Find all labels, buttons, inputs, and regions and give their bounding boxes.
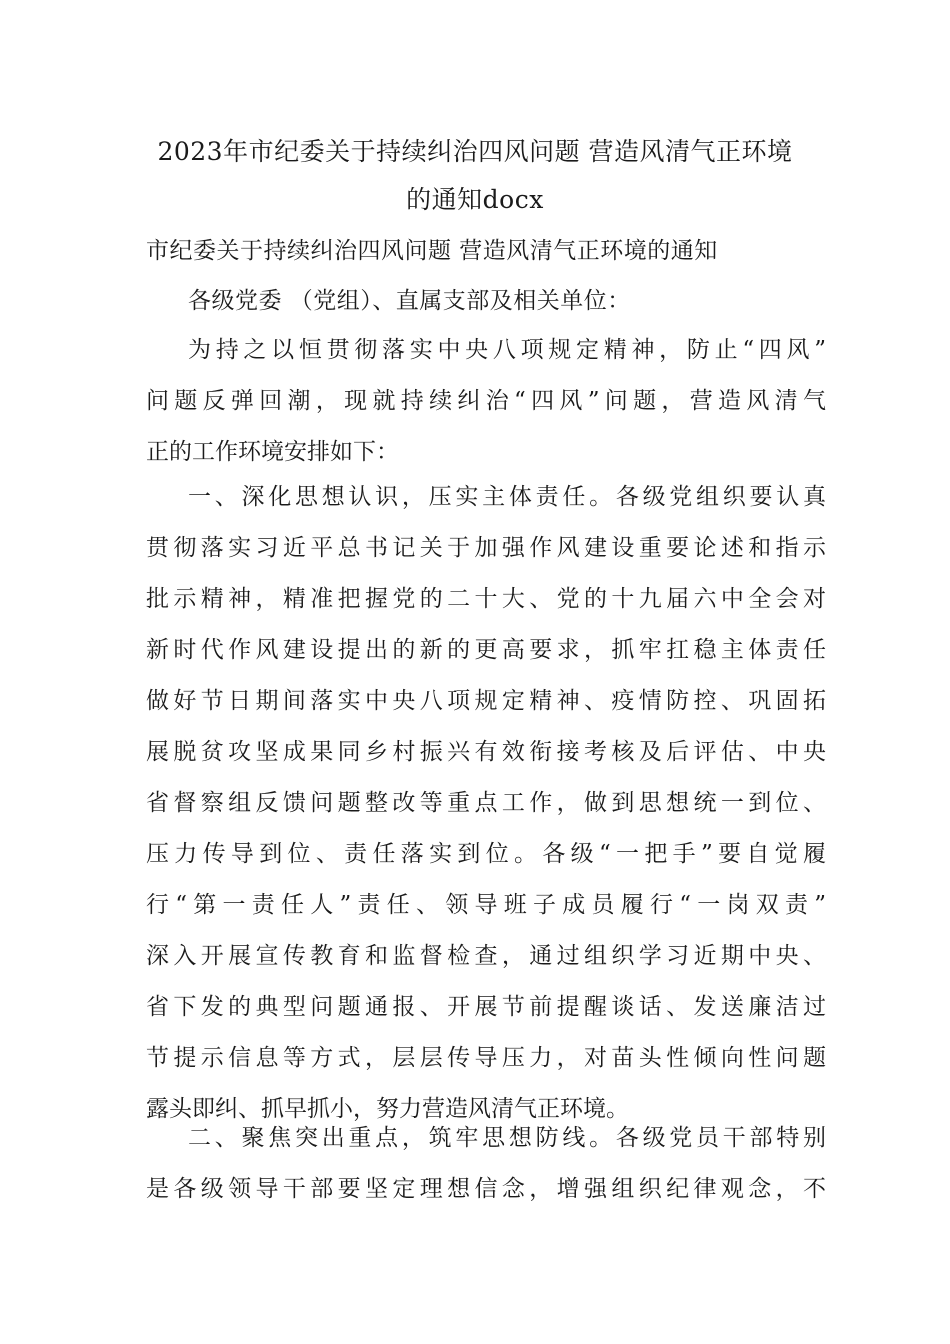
paragraph-line: 二、聚焦突出重点，筑牢思想防线。各级党员干部特别 <box>188 1125 826 1151</box>
paragraph-line: 深入开展宣传教育和监督检查，通过组织学习近期中央、 <box>146 943 826 969</box>
paragraph-line: 批示精神，精准把握党的二十大、党的十九届六中全会对 <box>146 586 826 612</box>
document-title-line-1: 2023年市纪委关于持续纠治四风问题 营造风清气正环境 <box>157 137 793 166</box>
paragraph-line: 省下发的典型问题通报、开展节前提醒谈话、发送廉洁过 <box>146 994 826 1020</box>
paragraph-line: 贯彻落实习近平总书记关于加强作风建设重要论述和指示 <box>146 535 826 561</box>
document-title <box>120 128 830 224</box>
paragraph-line: 是各级领导干部要坚定理想信念，增强组织纪律观念，不 <box>146 1176 826 1202</box>
paragraph-line: 做好节日期间落实中央八项规定精神、疫情防控、巩固拓 <box>146 688 826 714</box>
paragraph-line: 省督察组反馈问题整改等重点工作，做到思想统一到位、 <box>146 790 826 816</box>
paragraph-line: 问题反弹回潮，现就持续纠治“四风”问题，营造风清气 <box>146 388 826 414</box>
paragraph-intro <box>146 325 826 478</box>
paragraph-line: 为持之以恒贯彻落实中央八项规定精神，防止“四风” <box>188 337 826 363</box>
paragraph-line: 正的工作环境安排如下： <box>146 439 399 465</box>
paragraph-line: 露头即纠、抓早抓小，努力营造风清气正环境。 <box>146 1096 629 1122</box>
document-title-line-2: 的通知docx <box>406 185 544 214</box>
paragraph-section-two <box>146 1113 826 1215</box>
paragraph-line: 压力传导到位、责任落实到位。各级“一把手”要自觉履 <box>146 841 826 867</box>
paragraph-line: 新时代作风建设提出的新的更高要求，抓牢扛稳主体责任 <box>146 637 826 663</box>
paragraph-line: 节提示信息等方式，层层传导压力，对苗头性倾向性问题 <box>146 1045 826 1071</box>
paragraph-section-one <box>146 472 826 1135</box>
notice-heading: 市纪委关于持续纠治四风问题 营造风清气正环境的通知 <box>146 238 718 264</box>
paragraph-line: 行“第一责任人”责任、领导班子成员履行“一岗双责” <box>146 892 826 918</box>
paragraph-line: 一、深化思想认识，压实主体责任。各级党组织要认真 <box>188 484 826 510</box>
paragraph-line: 展脱贫攻坚成果同乡村振兴有效衔接考核及后评估、中央 <box>146 739 826 765</box>
salutation: 各级党委 （党组）、直属支部及相关单位： <box>188 288 631 314</box>
